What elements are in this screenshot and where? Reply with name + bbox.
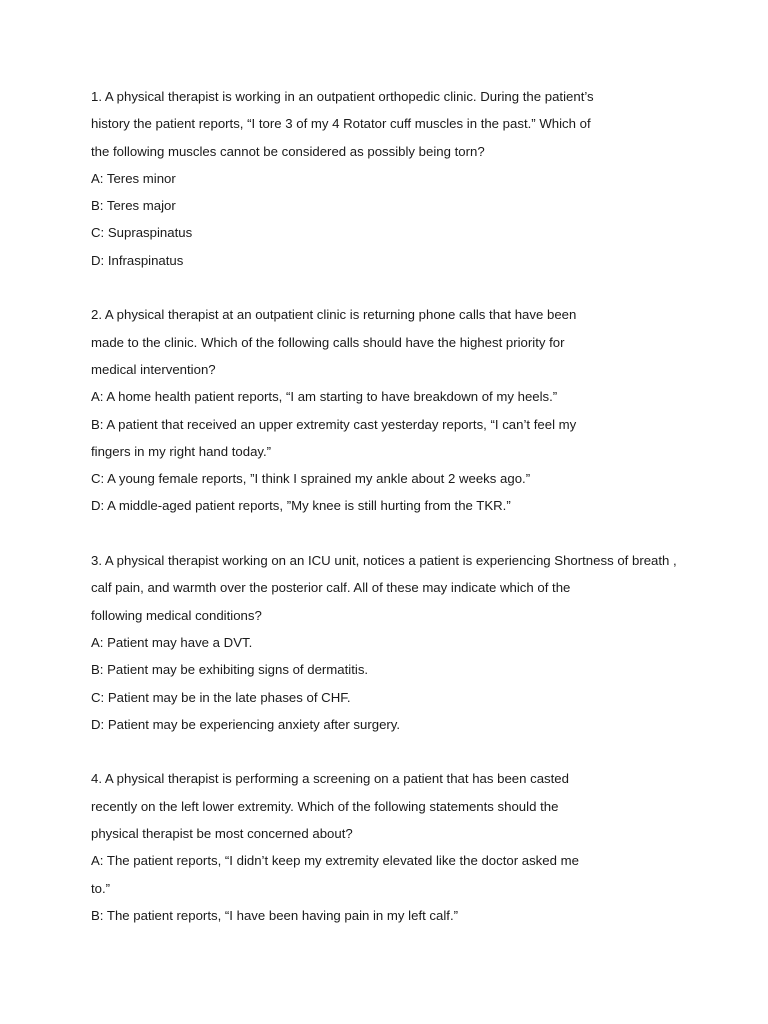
answer-option-a: A: Teres minor bbox=[91, 170, 176, 186]
answer-option-d: D: A middle-aged patient reports, ”My knee is still hurting from the TKR.” bbox=[91, 498, 511, 514]
question-stem-line: calf pain, and warmth over the posterior calf. All of these may indicate which of the bbox=[91, 580, 571, 596]
document-page bbox=[91, 83, 731, 957]
question-stem-line: 1. A physical therapist is working in an outpatient orthopedic clinic. During the patient’s bbox=[91, 89, 594, 104]
answer-option-a: A: A home health patient reports, “I am starting to have breakdown of my heels.” bbox=[91, 389, 558, 405]
question-stem-line: medical intervention? bbox=[91, 361, 216, 377]
question-stem-line: following medical conditions? bbox=[91, 607, 262, 623]
answer-option-c: C: Supraspinatus bbox=[91, 225, 193, 241]
answer-option-b: B: The patient reports, “I have been having pain in my left calf.” bbox=[91, 907, 459, 923]
question-stem-line: physical therapist be most concerned about? bbox=[91, 826, 353, 842]
answer-option-c: C: Patient may be in the late phases of CHF. bbox=[91, 689, 351, 705]
question-stem-line: 3. A physical therapist working on an ICU unit, notices a patient is experiencing Shortness of breath , bbox=[91, 553, 677, 569]
question-stem-line: the following muscles cannot be considered as possibly being torn? bbox=[91, 143, 485, 159]
question-1 bbox=[91, 83, 731, 274]
answer-option-b: B: Patient may be exhibiting signs of dermatitis. bbox=[91, 662, 369, 678]
answer-option-a-continued: to.” bbox=[91, 880, 111, 896]
answer-option-b: B: A patient that received an upper extremity cast yesterday reports, “I can’t feel my bbox=[91, 416, 577, 432]
answer-option-b: B: Teres major bbox=[91, 198, 176, 214]
question-stem-line: recently on the left lower extremity. Which of the following statements should the bbox=[91, 798, 559, 814]
answer-option-d: D: Patient may be experiencing anxiety after surgery. bbox=[91, 716, 401, 732]
answer-option-a: A: The patient reports, “I didn’t keep my extremity elevated like the doctor asked me bbox=[91, 853, 579, 869]
question-4 bbox=[91, 765, 731, 929]
answer-option-a: A: Patient may have a DVT. bbox=[91, 634, 253, 650]
question-2 bbox=[91, 301, 731, 519]
question-stem-line: 2. A physical therapist at an outpatient clinic is returning phone calls that have been bbox=[91, 307, 577, 323]
answer-option-d: D: Infraspinatus bbox=[91, 252, 184, 268]
question-stem-line: history the patient reports, “I tore 3 of my 4 Rotator cuff muscles in the past.” Which of bbox=[91, 116, 591, 132]
question-3 bbox=[91, 547, 731, 738]
question-stem-line: made to the clinic. Which of the following calls should have the highest priority for bbox=[91, 334, 565, 350]
answer-option-c: C: A young female reports, ”I think I sprained my ankle about 2 weeks ago.” bbox=[91, 471, 531, 487]
answer-option-b-continued: fingers in my right hand today.” bbox=[91, 443, 272, 459]
question-stem-line: 4. A physical therapist is performing a screening on a patient that has been casted bbox=[91, 771, 569, 787]
